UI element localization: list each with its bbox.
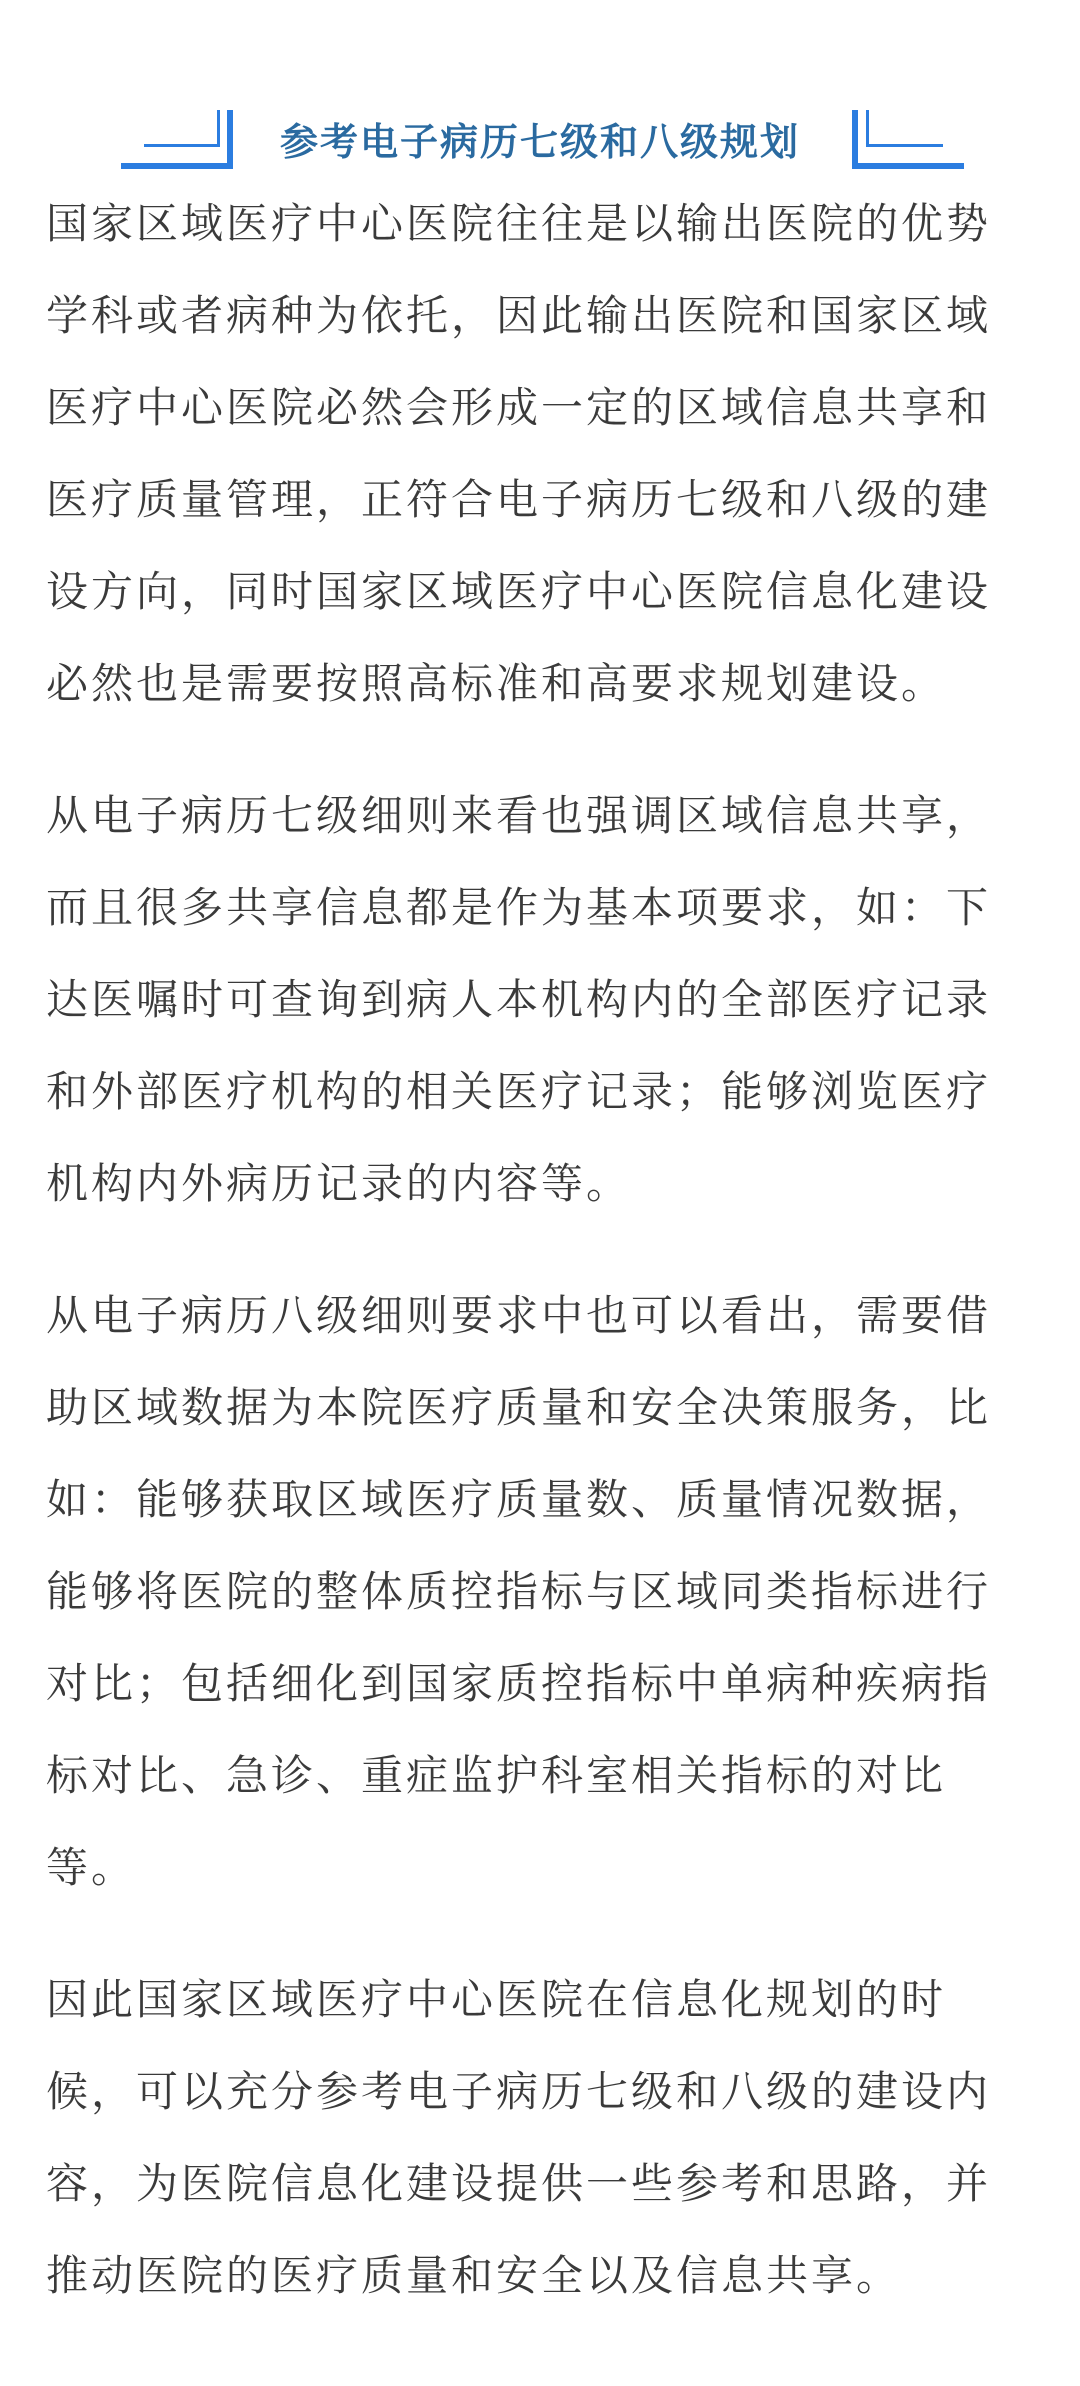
article-body	[46, 178, 1046, 2362]
paragraph-line: 而且很多共享信息都是作为基本项要求，如：下	[46, 883, 992, 932]
paragraph-line: 候，可以充分参考电子病历七级和八级的建设内	[46, 2067, 992, 2116]
paragraph-line: 设方向，同时国家区域医疗中心医院信息化建设	[46, 567, 992, 616]
paragraph-line: 机构内外病历记录的内容等。	[46, 1159, 632, 1208]
paragraph-line: 从电子病历七级细则来看也强调区域信息共享，	[46, 791, 992, 840]
paragraph-line: 达医嘱时可查询到病人本机构内的全部医疗记录	[46, 975, 992, 1024]
paragraph-line: 和外部医疗机构的相关医疗记录；能够浏览医疗	[46, 1067, 992, 1116]
paragraph-line: 对比；包括细化到国家质控指标中单病种疾病指	[46, 1659, 992, 1708]
paragraph-line: 因此国家区域医疗中心医院在信息化规划的时	[46, 1975, 947, 2024]
paragraph-line: 标对比、急诊、重症监护科室相关指标的对比	[46, 1751, 947, 1800]
paragraph	[46, 770, 1046, 1230]
section-title: 参考电子病历七级和八级规划	[279, 120, 800, 164]
right-bracket-inner-line	[866, 144, 943, 147]
paragraph-line: 医疗质量管理，正符合电子病历七级和八级的建	[46, 475, 992, 524]
right-bracket-decoration	[852, 163, 964, 169]
paragraph-line: 推动医院的医疗质量和安全以及信息共享。	[46, 2251, 902, 2300]
paragraph-line: 从电子病历八级细则要求中也可以看出，需要借	[46, 1291, 992, 1340]
right-bracket-inner-vertical	[866, 110, 869, 147]
paragraph	[46, 1954, 1046, 2322]
paragraph-line: 必然也是需要按照高标准和高要求规划建设。	[46, 659, 947, 708]
paragraph-line: 助区域数据为本院医疗质量和安全决策服务，比	[46, 1383, 992, 1432]
paragraph-line: 容，为医院信息化建设提供一些参考和思路，并	[46, 2159, 992, 2208]
section-header	[0, 100, 1080, 184]
paragraph-line: 医疗中心医院必然会形成一定的区域信息共享和	[46, 383, 992, 432]
paragraph-line: 等。	[46, 1843, 137, 1892]
right-bracket-vertical	[852, 110, 858, 169]
paragraph	[46, 178, 1046, 730]
paragraph-line: 学科或者病种为依托，因此输出医院和国家区域	[46, 291, 992, 340]
paragraph-line: 国家区域医疗中心医院往往是以输出医院的优势	[46, 199, 992, 248]
paragraph-line: 如：能够获取区域医疗质量数、质量情况数据，	[46, 1475, 992, 1524]
paragraph	[46, 1270, 1046, 1914]
paragraph-line: 能够将医院的整体质控指标与区域同类指标进行	[46, 1567, 992, 1616]
